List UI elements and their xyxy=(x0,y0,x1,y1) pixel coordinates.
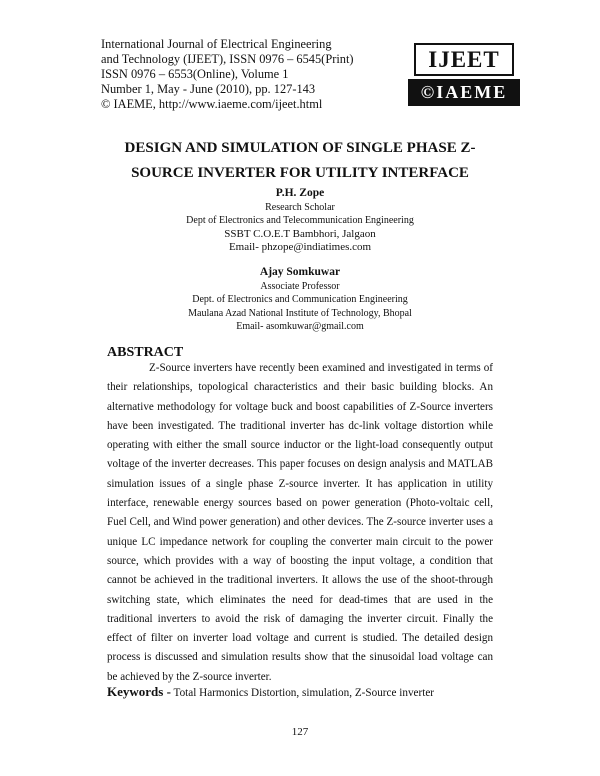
abstract-text: Z-Source inverters have recently been examined and investigated in terms of their relationships, topological characteristics and their basic building blocks. An alternative methodology for voltage buck and boost capabilities of Z-Source inverters have been investigated. The traditional inverter has dc-link voltage distortion while operating with either the small source inductor or the light-load consequently output voltage of the inverter decreases. This paper focuses on design analysis and MATLAB simulation issues of a single phase Z-source inverter. It has application in utility interface, renewable energy sources based on power generation (Photo-voltaic cell, Fuel Cell, and Wind power generation) and other devices. The Z-source inverter uses a unique LC impedance network for coupling the converter main circuit to the power source, which provides with a way of boosting the input voltage, a condition that cannot be achieved in the traditional inverters. It allows the use of the shoot-through switching state, which eliminates the need for dead-times that are used in the traditional inverters to avoid the risk of damaging the inverter circuit. Finally the effect of filter on inverter load voltage and current is studied. The detailed design process is discussed and simulation results show that the sinusoidal load voltage can be achieved by the Z-source inverter. xyxy=(107,362,493,683)
abstract-body xyxy=(107,359,493,687)
keywords-text: Total Harmonics Distortion, simulation, Z-Source inverter xyxy=(170,687,435,699)
journal-header xyxy=(101,37,401,112)
author-role: Associate Professor xyxy=(260,281,340,292)
author-name: P.H. Zope xyxy=(275,187,325,199)
journal-logo xyxy=(408,43,520,107)
author-name: Ajay Somkuwar xyxy=(259,266,341,278)
author-email: Email- asomkuwar@gmail.com xyxy=(236,320,364,332)
journal-line: Number 1, May - June (2010), pp. 127-143 xyxy=(101,82,316,96)
journal-line: and Technology (IJEET), ISSN 0976 – 6545(Print) xyxy=(101,52,354,66)
journal-line: ISSN 0976 – 6553(Online), Volume 1 xyxy=(101,67,289,81)
page-number: 127 xyxy=(291,726,309,738)
author-dept: Dept. of Electronics and Communication Engineering xyxy=(192,294,408,306)
author-email: Email- phzope@indiatimes.com xyxy=(228,240,372,253)
logo-publisher: ©IAEME xyxy=(408,79,520,106)
author-institute: Maulana Azad National Institute of Technology, Bhopal xyxy=(188,307,412,319)
abstract-heading: ABSTRACT xyxy=(107,345,184,360)
author-role: Research Scholar xyxy=(265,202,335,213)
author-institute: SSBT C.O.E.T Bambhori, Jalgaon xyxy=(224,227,376,240)
title-line: DESIGN AND SIMULATION OF SINGLE PHASE Z- xyxy=(124,140,476,156)
title-line: SOURCE INVERTER FOR UTILITY INTERFACE xyxy=(131,165,469,181)
paper-title xyxy=(60,136,540,186)
logo-title: IJEET xyxy=(414,43,514,76)
journal-line: International Journal of Electrical Engineering xyxy=(101,37,332,51)
author-dept: Dept of Electronics and Telecommunication Engineering xyxy=(186,215,414,227)
author-block xyxy=(100,186,500,254)
journal-line: © IAEME, http://www.iaeme.com/ijeet.html xyxy=(101,97,323,111)
keywords xyxy=(107,684,434,700)
keywords-label: Keywords - xyxy=(107,684,171,699)
author-block xyxy=(100,265,500,333)
